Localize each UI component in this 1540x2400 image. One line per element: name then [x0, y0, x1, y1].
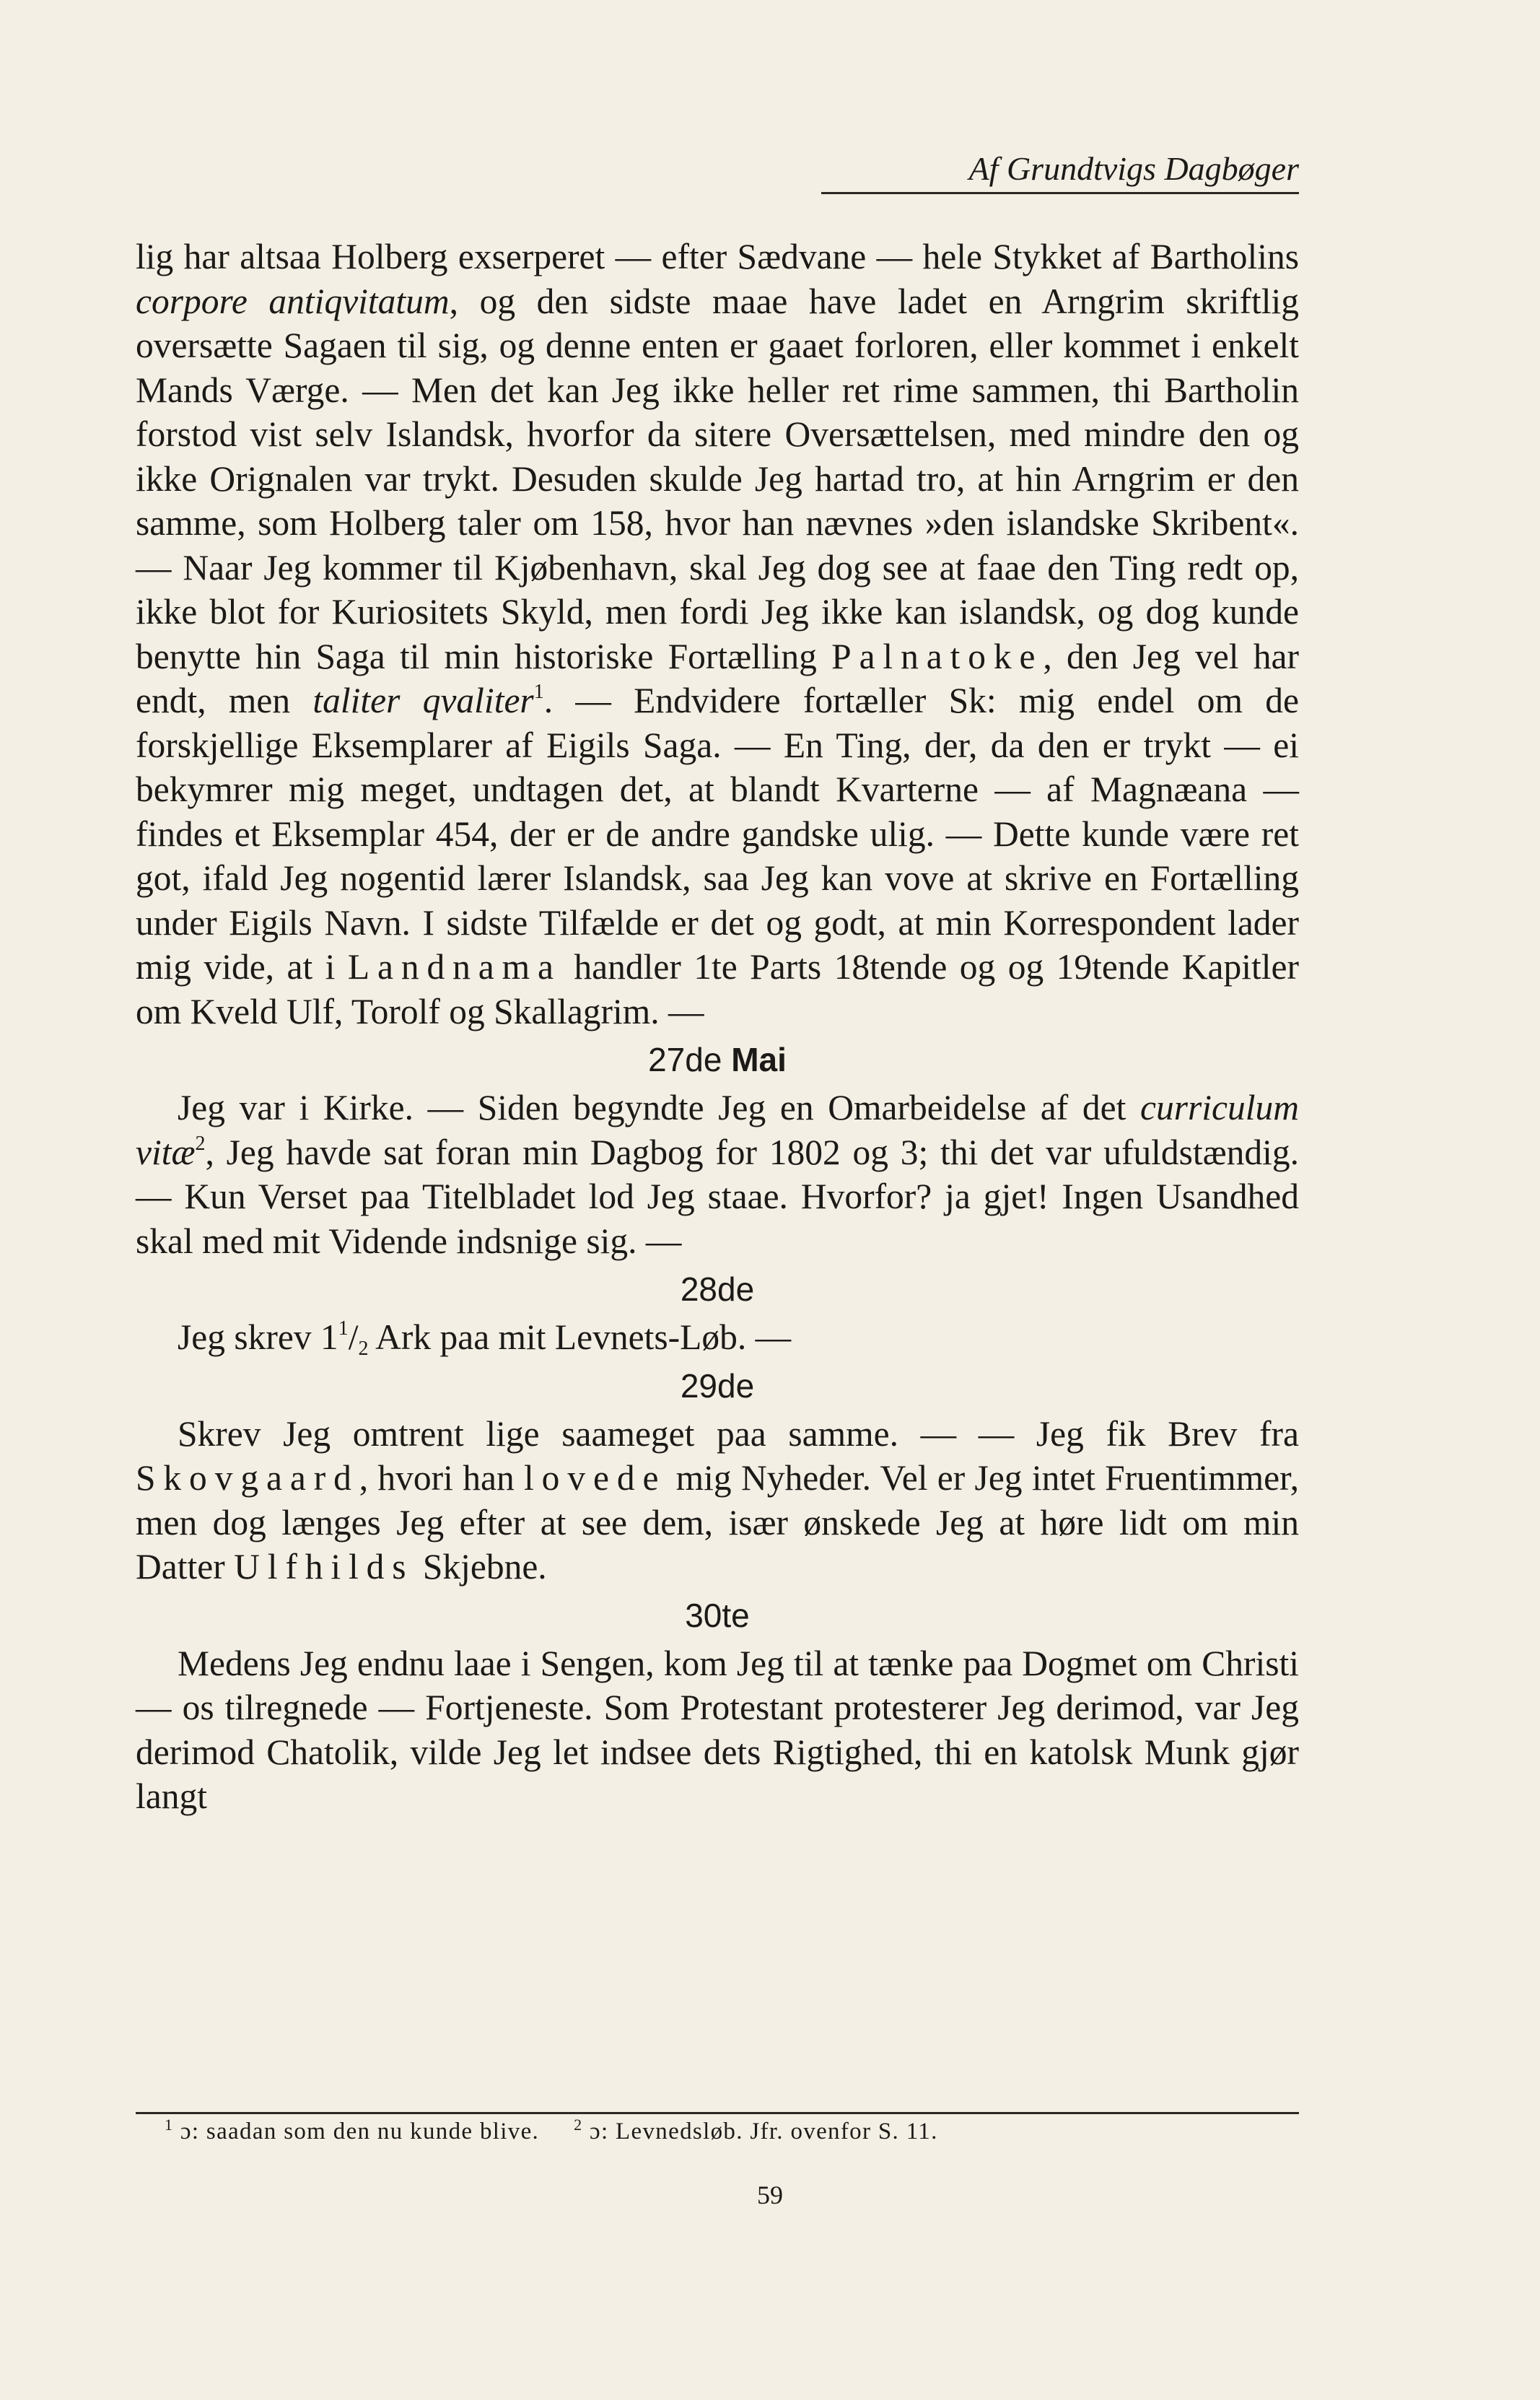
- date-heading-29: [136, 1363, 1299, 1409]
- date-number: 28: [680, 1270, 717, 1308]
- date-heading-30: [136, 1592, 1299, 1638]
- text-run: Medens Jeg endnu laae i Sengen, kom Jeg til at tænke paa Dogmet om Christi — os tilregnede — Fortjeneste. Som Protestant protesterer Jeg derimod, var Jeg derimod Chatolik, vilde Jeg let indsee dets Rigtighed, thi en katolsk Munk gjør langt: [136, 1643, 1299, 1816]
- italic-phrase: curriculum vitæ: [136, 1088, 1299, 1172]
- footnote-ref-1: 1: [533, 681, 544, 703]
- footnote-number: 2: [574, 2116, 583, 2134]
- footnote-text: ɔ: Levnedsløb. Jfr. ovenfor S. 11.: [590, 2118, 938, 2144]
- text-run: , den Jeg vel har endt, men: [136, 636, 1299, 720]
- text-run: Skrev Jeg omtrent lige saameget paa samme. — — Jeg fik Brev fra: [178, 1413, 1299, 1454]
- text-run: , og den sidste maae have ladet en Arngrim skriftlig oversætte Sagaen til sig, og denne enten er gaaet forloren, eller kommet i enkelt Mands Værge. — Men det kan Jeg ikke heller ret rime sammen, thi Bartholin forstod vist selv Islandsk, hvorfor da sitere Oversættelsen, med mindre den og ikke Orignalen var trykt. Desuden skulde Jeg hartad tro, at hin Arngrim er den samme, som Holberg taler om 158, hvor han nævnes »den islandske Skribent«. — Naar Jeg kommer til Kjøbenhavn, skal Jeg dog see at faae den Ting redt op, ikke blot for Kuriositets Skyld, men fordi Jeg ikke kan islandsk, og dog kunde benytte hin Saga til min historiske Fortælling: [136, 281, 1299, 676]
- text-run: , hvori han: [359, 1458, 525, 1498]
- paragraph-27-may: [136, 1086, 1299, 1263]
- footnotes: [165, 2115, 1299, 2148]
- text-run: , Jeg havde sat foran min Dagbog for 1802 og 3; thi det var ufuldstændig. — Kun Verset paa Titelbladet lod Jeg staae. Hvorfor? ja gjet! Ingen Usandhed skal med mit Vidende indsnige sig. —: [136, 1132, 1299, 1261]
- paragraph-30: [136, 1641, 1299, 1819]
- footnote-1: [165, 2118, 539, 2144]
- text-run: Jeg var i Kirke. — Siden begyndte Jeg en Omarbeidelse af det: [178, 1088, 1141, 1127]
- paragraph-holberg-arngrim: [136, 235, 1299, 1034]
- footnote-2: [574, 2118, 938, 2144]
- spaced-word-lovede: lovede: [524, 1458, 667, 1498]
- text-run: handler 1te Parts 18tende og og 19tende Kapitler om Kveld Ulf, Torolf og Skallagrim. —: [136, 947, 1299, 1031]
- text-run: . — Endvidere fortæller Sk: mig endel om de forskjellige Eksemplarer af Eigils Saga. — En Ting, der, da den er trykt — ei bekymrer mig meget, undtagen det, at blandt Kvarterne — af Magnæana — findes et Eksemplar 454, der er de andre gandske ulig. — Dette kunde være ret got, ifald Jeg nogentid lærer Islandsk, saa Jeg kan vove at skrive en Fortælling under Eigils Navn. I sidste Tilfælde er det og godt, at min Korrespondent lader mig vide, at i: [136, 681, 1299, 987]
- footnote-text: ɔ: saadan som den nu kunde blive.: [180, 2118, 540, 2144]
- text-run: mig Nyheder. Vel er Jeg intet Fruentimmer, men dog længes Jeg efter at see dem, især ønskede Jeg at høre lidt om min Datter: [136, 1458, 1300, 1587]
- body-text: [136, 235, 1299, 1819]
- text-run: Ark paa mit Levnets-Løb. —: [368, 1317, 792, 1357]
- fraction-denominator: 2: [358, 1338, 369, 1360]
- date-heading-28: [136, 1266, 1299, 1312]
- spaced-name-skovgaard: Skovgaard: [136, 1458, 359, 1498]
- italic-phrase: taliter qvaliter: [312, 681, 534, 720]
- paragraph-29: [136, 1412, 1299, 1589]
- paragraph-28: [136, 1315, 1299, 1360]
- text-run: Skjebne.: [414, 1547, 547, 1587]
- spaced-name-ulfhilds: Ulfhilds: [234, 1547, 414, 1587]
- date-number: 27: [648, 1041, 686, 1078]
- date-suffix: de: [717, 1366, 755, 1405]
- date-suffix: te: [722, 1596, 750, 1634]
- text-run: Jeg skrev 1: [178, 1317, 338, 1357]
- date-number: 29: [680, 1366, 717, 1405]
- date-month: Mai: [731, 1041, 787, 1078]
- spaced-title-landnama: Landnama: [347, 947, 561, 987]
- footnote-number: 1: [165, 2116, 174, 2134]
- date-heading-27-may: [136, 1037, 1299, 1083]
- italic-phrase: corpore antiqvitatum: [136, 281, 450, 321]
- spaced-title-palnatoke: Palnatoke: [831, 636, 1044, 676]
- date-suffix: de: [685, 1041, 722, 1078]
- text-run: lig har altsaa Holberg exserperet — efter Sædvane — hele Stykket af Bartholins: [136, 237, 1299, 276]
- footnote-rule: [136, 2112, 1299, 2114]
- page-number: 59: [757, 2181, 783, 2209]
- fraction-slash: /: [348, 1317, 359, 1357]
- date-number: 30: [685, 1596, 722, 1634]
- footnote-ref-2: 2: [195, 1132, 206, 1155]
- fraction-numerator: 1: [338, 1317, 349, 1340]
- running-head: Af Grundtvigs Dagbøger: [821, 149, 1299, 194]
- date-suffix: de: [717, 1270, 755, 1308]
